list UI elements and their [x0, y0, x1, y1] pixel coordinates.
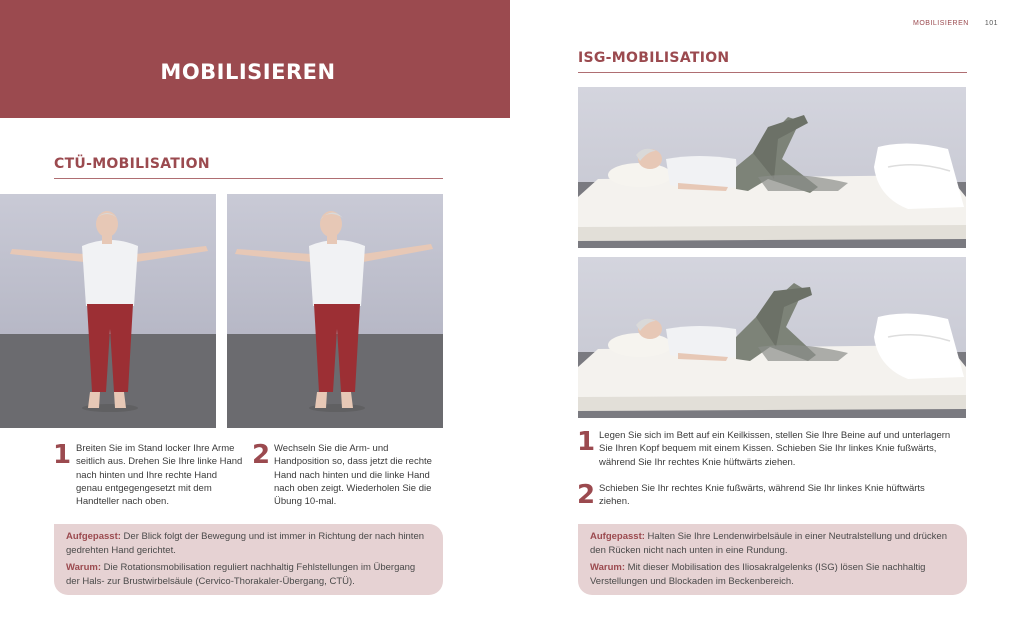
isg-info-attention	[590, 530, 955, 557]
isg-info-why	[590, 561, 955, 588]
isg-step-2-text: Schieben Sie Ihr rechtes Knie fußwärts, während Sie Ihr linkes Knie hüftwärts ziehen.	[599, 483, 925, 508]
page-number: 101	[984, 20, 998, 27]
isg-step-1-number: 1	[577, 427, 596, 457]
isg-info-why-text: Mit dieser Mobilisation des Iliosakralgelenks (ISG) lösen Sie nachhaltig Verstellungen und Blockaden im Beckenbereich.	[590, 562, 926, 587]
ctue-info-attention-text: Der Blick folgt der Bewegung und ist immer in Richtung der nach hinten gedrehten Hand gerichtet.	[66, 531, 425, 556]
isg-step-2-number: 2	[577, 480, 596, 510]
ctue-step-2-number: 2	[252, 440, 271, 470]
isg-info-attention-text: Halten Sie Ihre Lendenwirbelsäule in einer Neutralstellung und drücken den Rücken nicht nach unten in eine Rundung.	[590, 531, 947, 556]
ctue-info-attention	[66, 530, 431, 557]
isg-info-attention-label: Aufgepasst:	[590, 531, 645, 542]
isg-info-box	[578, 524, 967, 595]
ctue-photo-step-1	[0, 194, 216, 428]
isg-title-rule	[578, 72, 967, 73]
ctue-photo-step-2	[227, 194, 443, 428]
ctue-info-attention-label: Aufgepasst:	[66, 531, 121, 542]
ctue-info-why	[66, 561, 431, 588]
isg-photo-step-1	[578, 87, 966, 248]
isg-photo-step-2	[578, 257, 966, 418]
chapter-title: MOBILISIEREN	[160, 60, 336, 84]
chapter-banner	[0, 0, 510, 118]
running-head-title: MOBILISIEREN	[913, 20, 969, 27]
ctue-step-1-text: Breiten Sie im Stand locker Ihre Arme seitlich aus. Drehen Sie Ihre linke Hand nach hinten und Ihre rechte Hand genau entgegengesetzt mit dem Handteller nach oben.	[76, 443, 243, 508]
ctue-title-rule	[54, 178, 443, 179]
ctue-info-box	[54, 524, 443, 595]
isg-step-1-text: Legen Sie sich im Bett auf ein Keilkissen, stellen Sie Ihre Beine auf und unterlagern Sie Ihren Kopf bequem mit einem Kissen. Schieben Sie Ihr linkes Knie fußwärts, während Sie Ihr rechtes Knie hüftwärts ziehen.	[599, 430, 951, 468]
running-head	[913, 20, 998, 27]
ctue-info-why-label: Warum:	[66, 562, 102, 573]
ctue-section-title: CTÜ-MOBILISATION	[54, 156, 210, 172]
ctue-step-2-text: Wechseln Sie die Arm- und Handposition so, dass jetzt die rechte Hand nach hinten und die linke Hand nach oben zeigt. Wiederholen Sie die Übung 10-mal.	[274, 443, 432, 508]
ctue-info-why-text: Die Rotationsmobilisation reguliert nachhaltig Fehlstellungen im Übergang der Hals- zur Brustwirbelsäule (Cervico-Thorakaler-Übergang, CTÜ).	[66, 562, 416, 587]
isg-section-title: ISG-MOBILISATION	[578, 50, 730, 66]
isg-info-why-label: Warum:	[590, 562, 626, 573]
ctue-step-1-number: 1	[53, 440, 72, 470]
